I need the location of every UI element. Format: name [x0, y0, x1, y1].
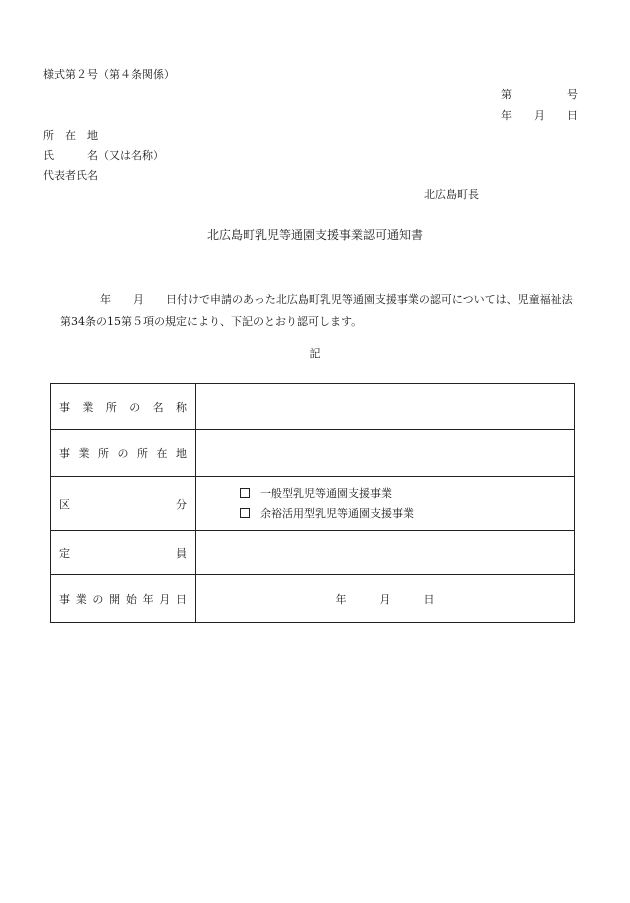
facility-name-cell — [196, 384, 575, 430]
checkbox-icon[interactable] — [240, 508, 250, 518]
table-row — [51, 430, 575, 477]
table-row — [51, 384, 575, 430]
category-cell — [196, 477, 575, 531]
row-label: 事業所の所在地 — [51, 430, 196, 477]
address-label: 所 在 地 — [43, 129, 98, 142]
document-number: 第 号 — [501, 88, 578, 101]
checkbox-icon[interactable] — [240, 488, 250, 498]
category-option: 一般型乳児等通園支援事業 — [240, 484, 574, 504]
row-label: 区分 — [51, 477, 196, 531]
facility-address-cell — [196, 430, 575, 477]
recipient-block — [43, 129, 164, 189]
ki-heading: 記 — [309, 347, 321, 360]
table-row — [51, 531, 575, 575]
row-label: 定員 — [51, 531, 196, 575]
row-label: 事業の開始年月日 — [51, 575, 196, 623]
row-label: 事業所の名称 — [51, 384, 196, 430]
table-row — [51, 477, 575, 531]
document-date: 年 月 日 — [501, 109, 578, 122]
capacity-cell — [196, 531, 575, 575]
document-title: 北広島町乳児等通園支援事業認可通知書 — [206, 228, 423, 242]
table-row — [51, 575, 575, 623]
details-table — [50, 383, 575, 623]
name-label: 氏 名（又は名称） — [43, 149, 164, 162]
body-text: 年 月 日付けで申請のあった北広島町乳児等通園支援事業の認可については、児童福祉法第34条の15第５項の規定により、下記のとおり認可します。 — [60, 293, 573, 328]
issuer-name: 北広島町長 — [424, 188, 479, 201]
start-date-cell: 年 月 日 — [196, 575, 575, 623]
category-option: 余裕活用型乳児等通園支援事業 — [240, 504, 574, 524]
representative-label: 代表者氏名 — [43, 169, 98, 182]
form-number: 様式第２号（第４条関係） — [43, 68, 175, 81]
